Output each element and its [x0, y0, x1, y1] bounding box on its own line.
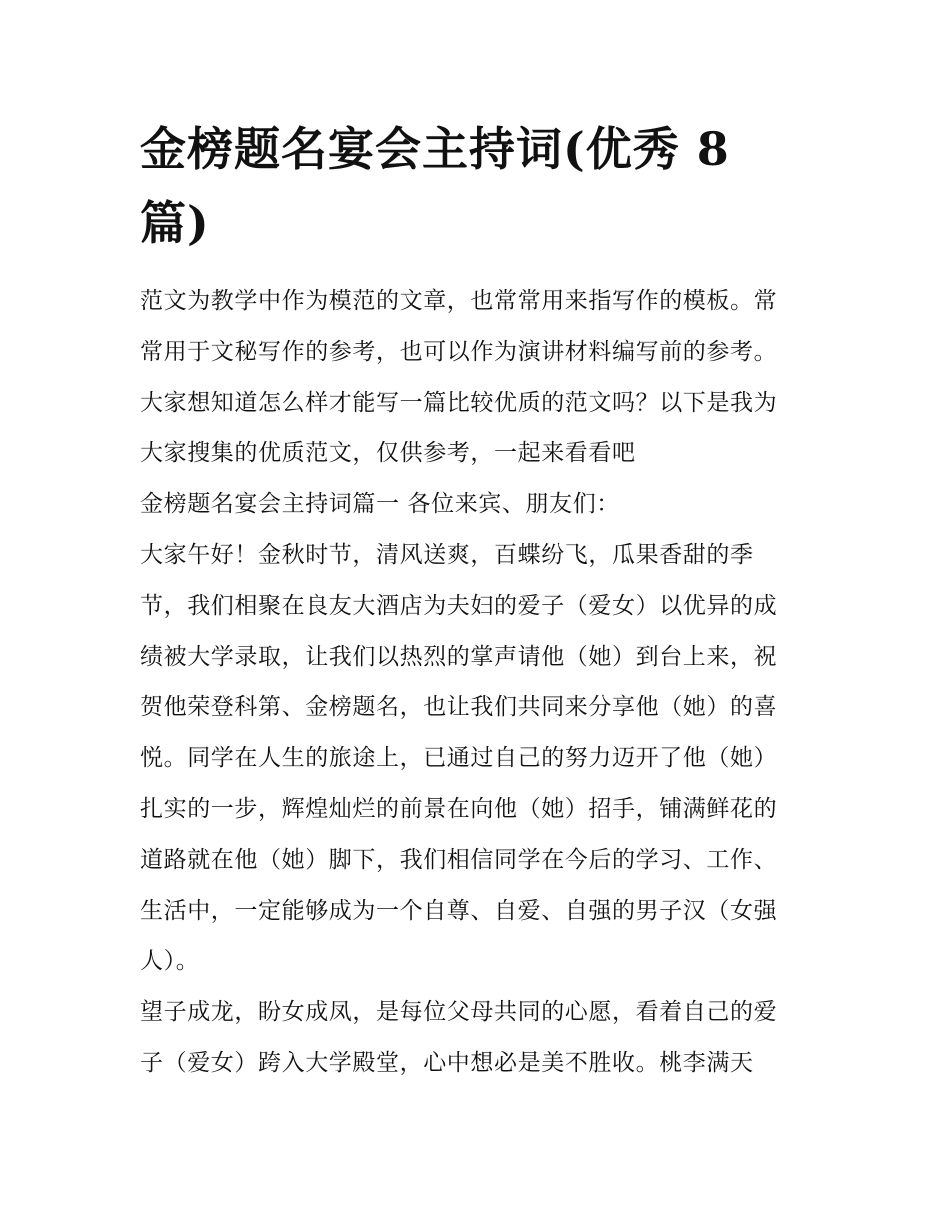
text-line: 大家搜集的优质范文，仅供参考，一起来看看吧	[140, 440, 636, 467]
text-line: 人）。	[140, 948, 200, 975]
text-line: 扎实的一步，辉煌灿烂的前景在向他（她）招手，铺满鲜花的	[140, 795, 778, 822]
text-line: 望子成龙，盼女成凤，是每位父母共同的心愿，看着自己的爱	[140, 999, 778, 1026]
document-body	[140, 276, 810, 1089]
text-line: 绩被大学录取，让我们以热烈的掌声请他（她）到台上来，祝	[140, 643, 778, 670]
text-line: 生活中，一定能够成为一个自尊、自爱、自强的男子汉（女强	[140, 897, 778, 924]
text-line: 道路就在他（她）脚下，我们相信同学在今后的学习、工作、	[140, 846, 778, 873]
text-line: 范文为教学中作为模范的文章，也常常用来指写作的模板。常	[140, 288, 778, 314]
section-heading-line: 金榜题名宴会主持词篇一 各位来宾、朋友们：	[140, 491, 620, 518]
text-line: 大家想知道怎么样才能写一篇比较优质的范文吗？以下是我为	[140, 389, 778, 416]
text-line: 贺他荣登科第、金榜题名，也让我们共同来分享他（她）的喜	[140, 694, 778, 721]
title-line-1: 金榜题名宴会主持词(优秀 8	[140, 122, 730, 176]
text-line: 悦。同学在人生的旅途上，已通过自己的努力迈开了他（她）	[140, 745, 778, 772]
text-line: 常用于文秘写作的参考，也可以作为演讲材料编写前的参考。	[140, 338, 778, 365]
text-line: 大家午好！金秋时节，清风送爽，百蝶纷飞，瓜果香甜的季	[140, 541, 754, 568]
text-line: 节，我们相聚在良友大酒店为夫妇的爱子（爱女）以优异的成	[140, 592, 778, 619]
text-line: 子（爱女）跨入大学殿堂，心中想必是美不胜收。桃李满天	[140, 1049, 754, 1076]
title-line-2: 篇)	[140, 196, 210, 250]
document-title	[140, 112, 780, 260]
